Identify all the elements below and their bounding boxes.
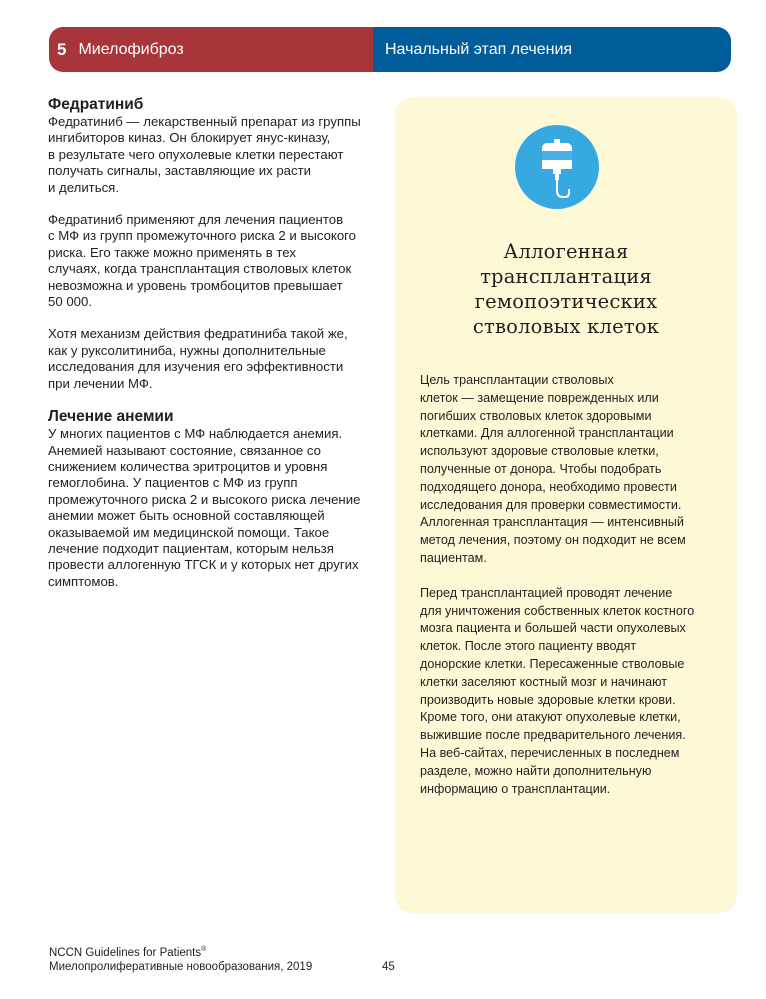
chapter-title: Миелофиброз (78, 40, 184, 58)
transplant-sidebar (395, 97, 737, 913)
sidebar-title: Аллогенная трансплантация гемопоэтических стволовых клеток (472, 240, 660, 338)
section-title: Начальный этап лечения (385, 40, 573, 58)
chapter-tab (49, 27, 373, 72)
chapter-number: 5 (57, 39, 67, 59)
footer-guidelines-line (49, 943, 312, 960)
footer-book-title: Миелопролиферативные новообразования, 2019 (49, 960, 313, 973)
page-number: 45 (382, 961, 395, 973)
chapter-header (49, 27, 731, 72)
main-text-column (48, 96, 378, 606)
sidebar-paragraph-2: Перед трансплантацией проводят лечение для уничтожения собственных клеток костного мозга пациента и большей части опухолевых клеток. После этого пациенту вводят донорские клетки. Пересаженные стволовые клетки заселяют костный мозг и начинают производить новые здоровые клетки крови. Кроме того, они атакуют опухолевые клетки, выжившие после предварительного лечения. На веб-сайтах, перечисленных в последнем разделе, можно найти дополнительную информацию о трансплантации. (420, 585, 695, 796)
footer-guidelines-title: NCCN Guidelines for Patients (49, 946, 202, 959)
registered-mark: ® (201, 946, 207, 953)
fedratinib-paragraph-2: Федратиниб применяют для лечения пациентов с МФ из групп промежуточного риска 2 и высокого риска. Его также можно применять в тех случаях, когда трансплантация стволовых клеток невозможна и уровень тромбоцитов превышает 50 000. (48, 212, 357, 310)
iv-bag-icon (515, 125, 599, 209)
fedratinib-heading: Федратиниб (48, 96, 144, 113)
sidebar-body (420, 372, 720, 815)
anemia-heading: Лечение анемии (48, 408, 174, 426)
fedratinib-paragraph-3: Хотя механизм действия федратиниба такой же, как у руксолитиниба, нужны дополнительные исследования для изучения его эффективности при лечении МФ. (48, 326, 348, 391)
fedratinib-paragraph-1: Федратиниб — лекарственный препарат из группы ингибиторов киназ. Он блокирует янус-киназу, в результате чего опухолевые клетки перестают получать сигналы, заставляющие их расти и делиться. (48, 114, 361, 195)
page-footer (49, 943, 312, 974)
section-title-bar (373, 27, 731, 72)
sidebar-paragraph-1: Цель трансплантации стволовых клеток — замещение поврежденных или погибших стволовых клеток здоровыми клетками. Для аллогенной трансплантации используют здоровые стволовые клетки, полученные от донора. Чтобы подобрать подходящего донора, необходимо провести исследования для проверки совместимости. Аллогенная трансплантация — интенсивный метод лечения, поэтому он подходит не всем пациентам. (420, 373, 686, 565)
anemia-paragraph-1: У многих пациентов с МФ наблюдается анемия. Анемией называют состояние, связанное со снижением количества эритроцитов и уровня гемоглобина. У пациентов с МФ из групп промежуточного риска 2 и высокого риска лечение анемии может быть основной составляющей оказываемой им медицинской помощи. Такое лечение подходит пациентам, которым нельзя провести аллогенную ТГСК и у которых нет других симптомов. (48, 426, 361, 589)
